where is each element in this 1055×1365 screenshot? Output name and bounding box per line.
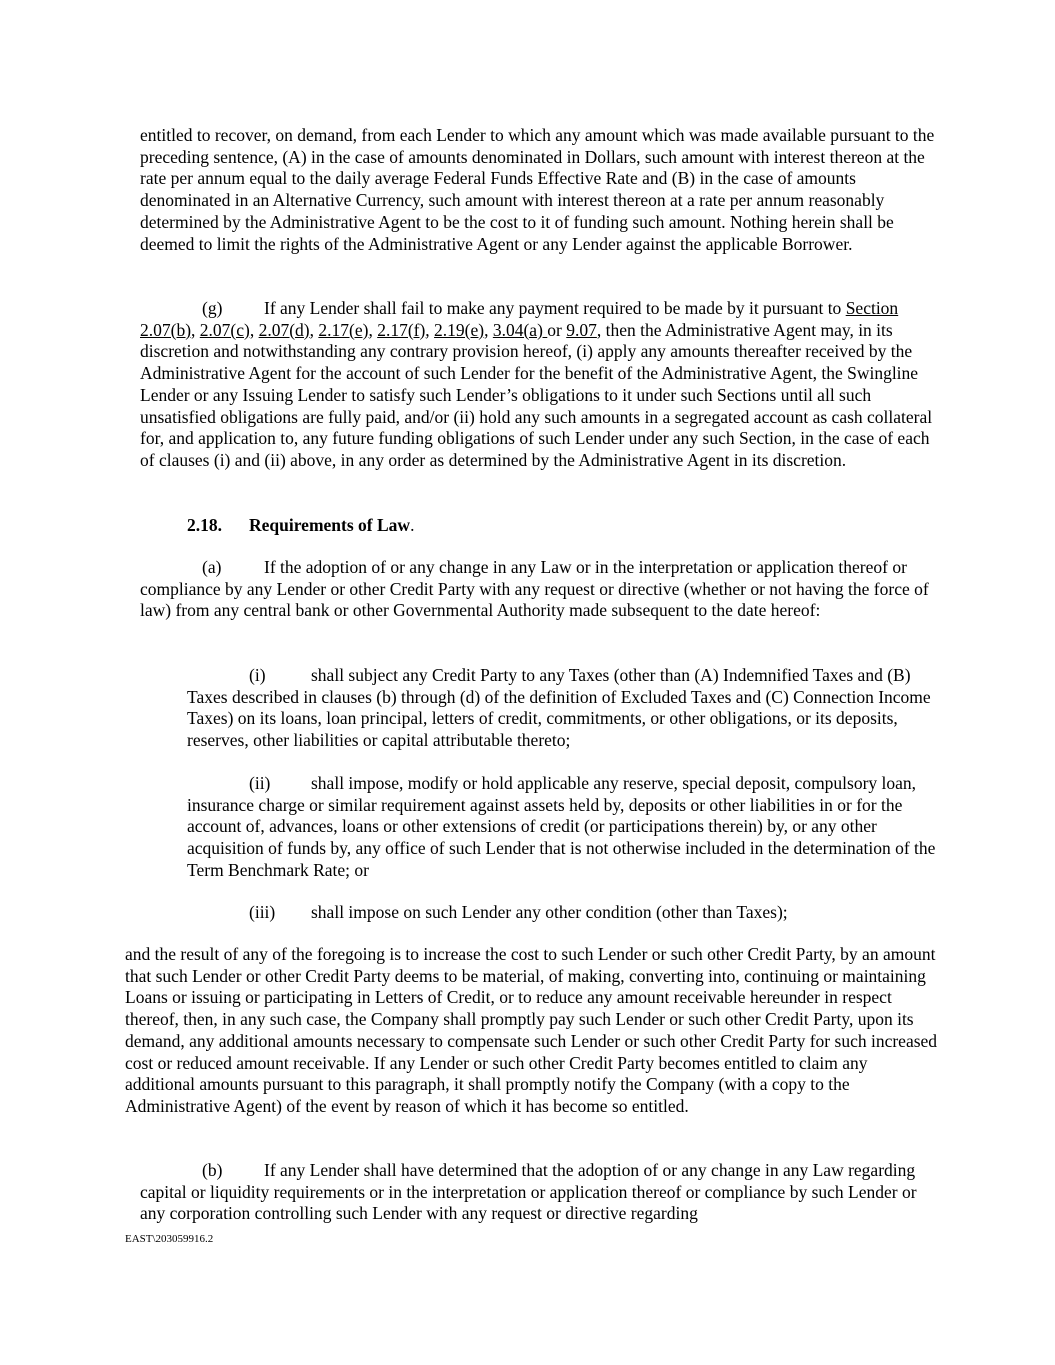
section-heading: 2.18. Requirements of Law.: [187, 515, 415, 535]
document-footer-id: EAST\203059916.2: [125, 1233, 214, 1245]
clause-label: (a): [202, 557, 222, 577]
clause-ii: (ii) shall impose, modify or hold applicable any reserve, special deposit, compulsory loan, insurance charge or similar requirement against assets held by, deposits or other liabilities in or for the account of, advances, loans or other extensions of credit (or participations therein) by, or any other acquisition of funds by, any office of such Lender that is not otherwise included in the determination of the Term Benchmark Rate; or: [187, 773, 936, 880]
paragraph-g: (g) If any Lender shall fail to make any payment required to be made by it pursuant to Section 2.07(b), 2.07(c), 2.07(d), 2.17(e), 2.17(f), 2.19(e), 3.04(a) or 9.07, then the Administrative Agent may, in its discretion and notwithstanding any contrary provision hereof, (i) apply any amounts thereafter received by the Administrative Agent for the account of such Lender for the benefit of the Administrative Agent, the Swingline Lender or any Issuing Lender to satisfy such Lender’s obligations to it under such Sections until all such unsatisfied obligations are fully paid, and/or (ii) hold any such amounts in a segregated account as cash collateral for, and application to, any future funding obligations of such Lender under any such Section, in the case of each of clauses (i) and (ii) above, in any order as determined by the Administrative Agent in its discretion.: [140, 298, 933, 470]
section-ref: 3.04(a): [492, 319, 548, 340]
clause-iii: (iii) shall impose on such Lender any other condition (other than Taxes);: [249, 902, 788, 922]
paragraph-result: and the result of any of the foregoing is to increase the cost to such Lender or such other Credit Party, by an amount that such Lender or other Credit Party deems to be material, of making, converting into, continuing or maintaining Loans or issuing or participating in Letters of Credit, or to reduce any amount receivable hereunder in respect thereof, then, in any such case, the Company shall promptly pay such Lender or such other Credit Party, upon its demand, any additional amounts necessary to compensate such Lender or such other Credit Party for such increased cost or reduced amount receivable. If any Lender or such other Credit Party becomes entitled to claim any additional amounts pursuant to this paragraph, it shall promptly notify the Company (with a copy to the Administrative Agent) of the event by reason of which it has become so entitled.: [125, 944, 938, 1116]
section-ref: Section 2.07(b): [140, 298, 899, 340]
clause-label: (ii): [249, 773, 271, 793]
clause-label: (b): [202, 1160, 223, 1180]
section-ref: 2.07(d): [258, 319, 310, 340]
section-ref: 9.07: [566, 319, 597, 340]
section-ref: 2.17(e): [318, 319, 369, 340]
paragraph-a: (a) If the adoption of or any change in any Law or in the interpretation or application thereof or compliance by any Lender or other Credit Party with any request or directive (whether or not having the force of law) from any central bank or other Governmental Authority made subsequent to the date hereof:: [140, 557, 929, 621]
clause-label: (iii): [249, 902, 276, 922]
section-number: 2.18.: [187, 515, 222, 535]
section-ref: 2.19(e): [434, 319, 485, 340]
section-ref: 2.07(c): [199, 319, 250, 340]
clause-label: (i): [249, 665, 266, 685]
paragraph-b: (b) If any Lender shall have determined that the adoption of or any change in any Law regarding capital or liquidity requirements or in the interpretation or application thereof or compliance by such Lender or any corporation controlling such Lender with any request or directive regarding: [140, 1160, 917, 1224]
paragraph-text: entitled to recover, on demand, from each Lender to which any amount which was made available pursuant to the preceding sentence, (A) in the case of amounts denominated in Dollars, such amount with interest thereon at the rate per annum equal to the daily average Federal Funds Effective Rate and (B) in the case of amounts denominated in an Alternative Currency, such amount with interest thereon at a rate per annum reasonably determined by the Administrative Agent to be the cost to it of funding such amount. Nothing herein shall be deemed to limit the rights of the Administrative Agent or any Lender against the applicable Borrower.: [140, 125, 935, 254]
paragraph-continuation: [140, 125, 940, 255]
section-title: Requirements of Law: [249, 515, 411, 535]
section-ref: 2.17(f): [377, 319, 426, 340]
clause-label: (g): [202, 298, 223, 318]
clause-i: (i) shall subject any Credit Party to any Taxes (other than (A) Indemnified Taxes and (B) Taxes described in clauses (b) through (d) of the definition of Excluded Taxes and (C) Connection Income Taxes) on its loans, loan principal, letters of credit, commitments, or other obligations, or its deposits, reserves, other liabilities or capital attributable thereto;: [187, 665, 931, 751]
